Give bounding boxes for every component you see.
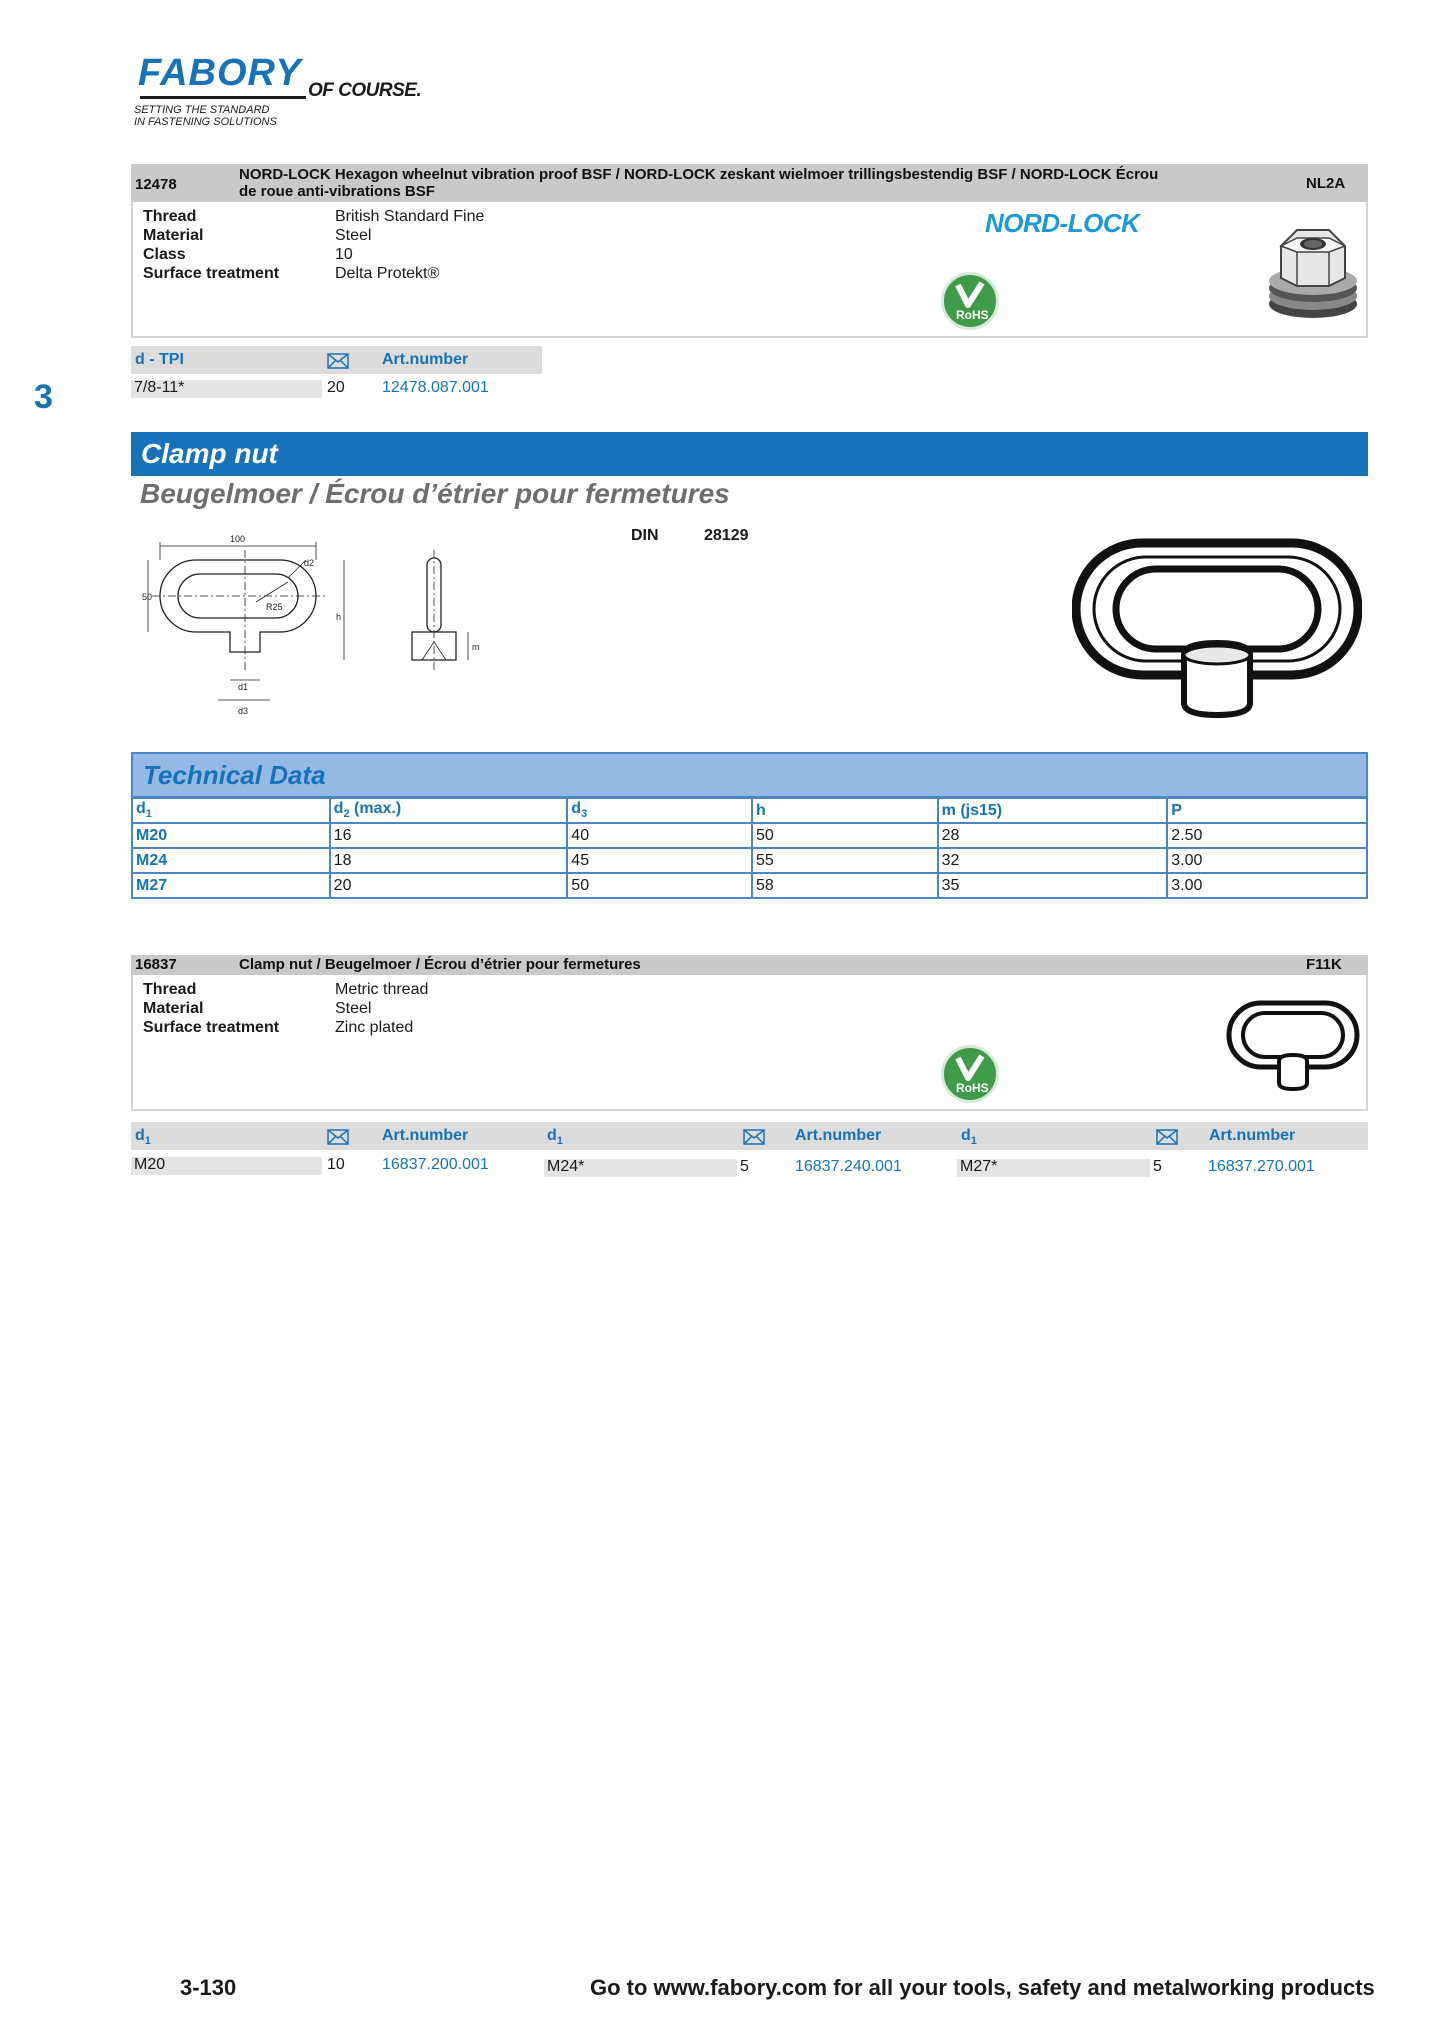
order-col-art: Art.number [382, 1127, 469, 1144]
dim-d3-label: d3 [238, 706, 249, 716]
spec-label: Surface treatment [143, 265, 280, 282]
product2-order-header [131, 1122, 1368, 1150]
dim-d1-label: d1 [238, 682, 249, 692]
order-art-link[interactable]: 16837.270.001 [1208, 1158, 1315, 1175]
order-col-size: $d_1$ [961, 1127, 977, 1148]
product2-header [131, 955, 1368, 975]
product2-code: 16837 [135, 956, 177, 973]
dim-width-label: 100 [230, 534, 246, 544]
order-col-size: $d_1$ [547, 1127, 563, 1148]
rohs-icon: RoHS [941, 272, 999, 330]
table-header-row [132, 798, 1367, 823]
table-row: M20 16 40 50 28 2.50 [132, 823, 1367, 848]
spec-value: Metric thread [335, 981, 429, 998]
section-subtitle: Beugelmoer / Écrou d’étrier pour fermetures [140, 478, 730, 509]
footer-link-text[interactable]: Go to www.fabory.com for all your tools, safety and metalworking products [590, 1975, 1375, 2000]
order-size: 7/8-11* [134, 379, 185, 396]
nord-lock-logo: NORD-LOCK [985, 208, 1140, 238]
spec-value: Delta Protekt® [335, 265, 440, 282]
product2-family: F11K [1306, 956, 1342, 973]
order-size: M20 [134, 1156, 166, 1173]
col-m: m (js15) [938, 798, 1168, 823]
spec-label: Thread [143, 208, 197, 225]
order-qty: 20 [327, 379, 345, 396]
dim-radius-label: R25 [266, 602, 283, 612]
technical-data-table [131, 797, 1368, 899]
logo-tagline: OF COURSE. [308, 80, 422, 101]
spec-value: Steel [335, 227, 372, 244]
order-art-link[interactable]: 16837.240.001 [795, 1158, 902, 1175]
order-art-link[interactable]: 12478.087.001 [382, 379, 489, 396]
order-size: M27* [960, 1158, 998, 1175]
product2-spec-box [131, 975, 1368, 1111]
dim-m-label: m [472, 642, 480, 652]
dim-h-label: h [336, 612, 342, 622]
clamp-nut-thumbnail [1223, 997, 1363, 1097]
col-h: h [752, 798, 938, 823]
product2-title: Clamp nut / Beugelmoer / Écrou d’étrier pour fermetures [239, 956, 641, 973]
table-row: M24 18 45 55 32 3.00 [132, 848, 1367, 873]
spec-label: Material [143, 227, 204, 244]
col-d1: $d_1$ [132, 798, 330, 823]
order-qty: 10 [327, 1156, 345, 1173]
product1-family: NL2A [1306, 175, 1346, 192]
col-d2: $d_2$ (max.) [330, 798, 568, 823]
page-number: 3-130 [180, 1975, 237, 2000]
order-col-art: Art.number [1209, 1127, 1296, 1144]
order-col-art: Art.number [382, 351, 469, 368]
order-col-size: d - TPI [135, 351, 184, 368]
order-qty: 5 [740, 1158, 749, 1175]
order-qty: 5 [1153, 1158, 1162, 1175]
spec-label: Surface treatment [143, 1019, 280, 1036]
package-icon [1156, 1129, 1178, 1145]
package-icon [743, 1129, 765, 1145]
table-row: M27 20 50 58 35 3.00 [132, 873, 1367, 898]
technical-drawing [138, 530, 498, 730]
product1-order-header [131, 346, 542, 374]
col-p: P [1167, 798, 1367, 823]
order-col-size: $d_1$ [135, 1127, 151, 1148]
wheelnut-image [1263, 216, 1363, 326]
spec-value: Zinc plated [335, 1019, 414, 1036]
technical-data-title: Technical Data [143, 760, 326, 790]
clamp-nut-image [1072, 535, 1362, 735]
section-banner [131, 432, 1368, 476]
chapter-number: 3 [34, 378, 53, 416]
logo-brand: FABORY [138, 52, 302, 94]
spec-label: Thread [143, 981, 197, 998]
rohs-icon: RoHS [941, 1045, 999, 1103]
order-size: M24* [547, 1158, 585, 1175]
technical-data-header [131, 752, 1368, 798]
spec-value: 10 [335, 246, 353, 263]
dim-height-label: 50 [142, 592, 153, 602]
dim-d2-label: d2 [304, 558, 315, 568]
order-col-art: Art.number [795, 1127, 882, 1144]
logo-slogan: SETTING THE STANDARD IN FASTENING SOLUTIONS [134, 104, 277, 128]
spec-value: Steel [335, 1000, 372, 1017]
col-d3: $d_3$ [567, 798, 752, 823]
standard-label: DIN [631, 527, 659, 544]
package-icon [327, 1129, 349, 1145]
fabory-logo [132, 52, 432, 132]
spec-label: Class [143, 246, 186, 263]
product1-spec-box [131, 202, 1368, 338]
product1-header [131, 164, 1368, 202]
product1-code: 12478 [135, 176, 177, 193]
logo-rule [140, 96, 306, 99]
section-title: Clamp nut [141, 438, 278, 469]
spec-label: Material [143, 1000, 204, 1017]
order-art-link[interactable]: 16837.200.001 [382, 1156, 489, 1173]
standard-value: 28129 [704, 527, 749, 544]
package-icon [327, 353, 349, 369]
spec-value: British Standard Fine [335, 208, 485, 225]
product1-title: NORD-LOCK Hexagon wheelnut vibration proof BSF / NORD-LOCK zeskant wielmoer trillingsbestendig BSF / NORD-LOCK Écrou de roue anti-vibrations BSF [239, 166, 1159, 200]
